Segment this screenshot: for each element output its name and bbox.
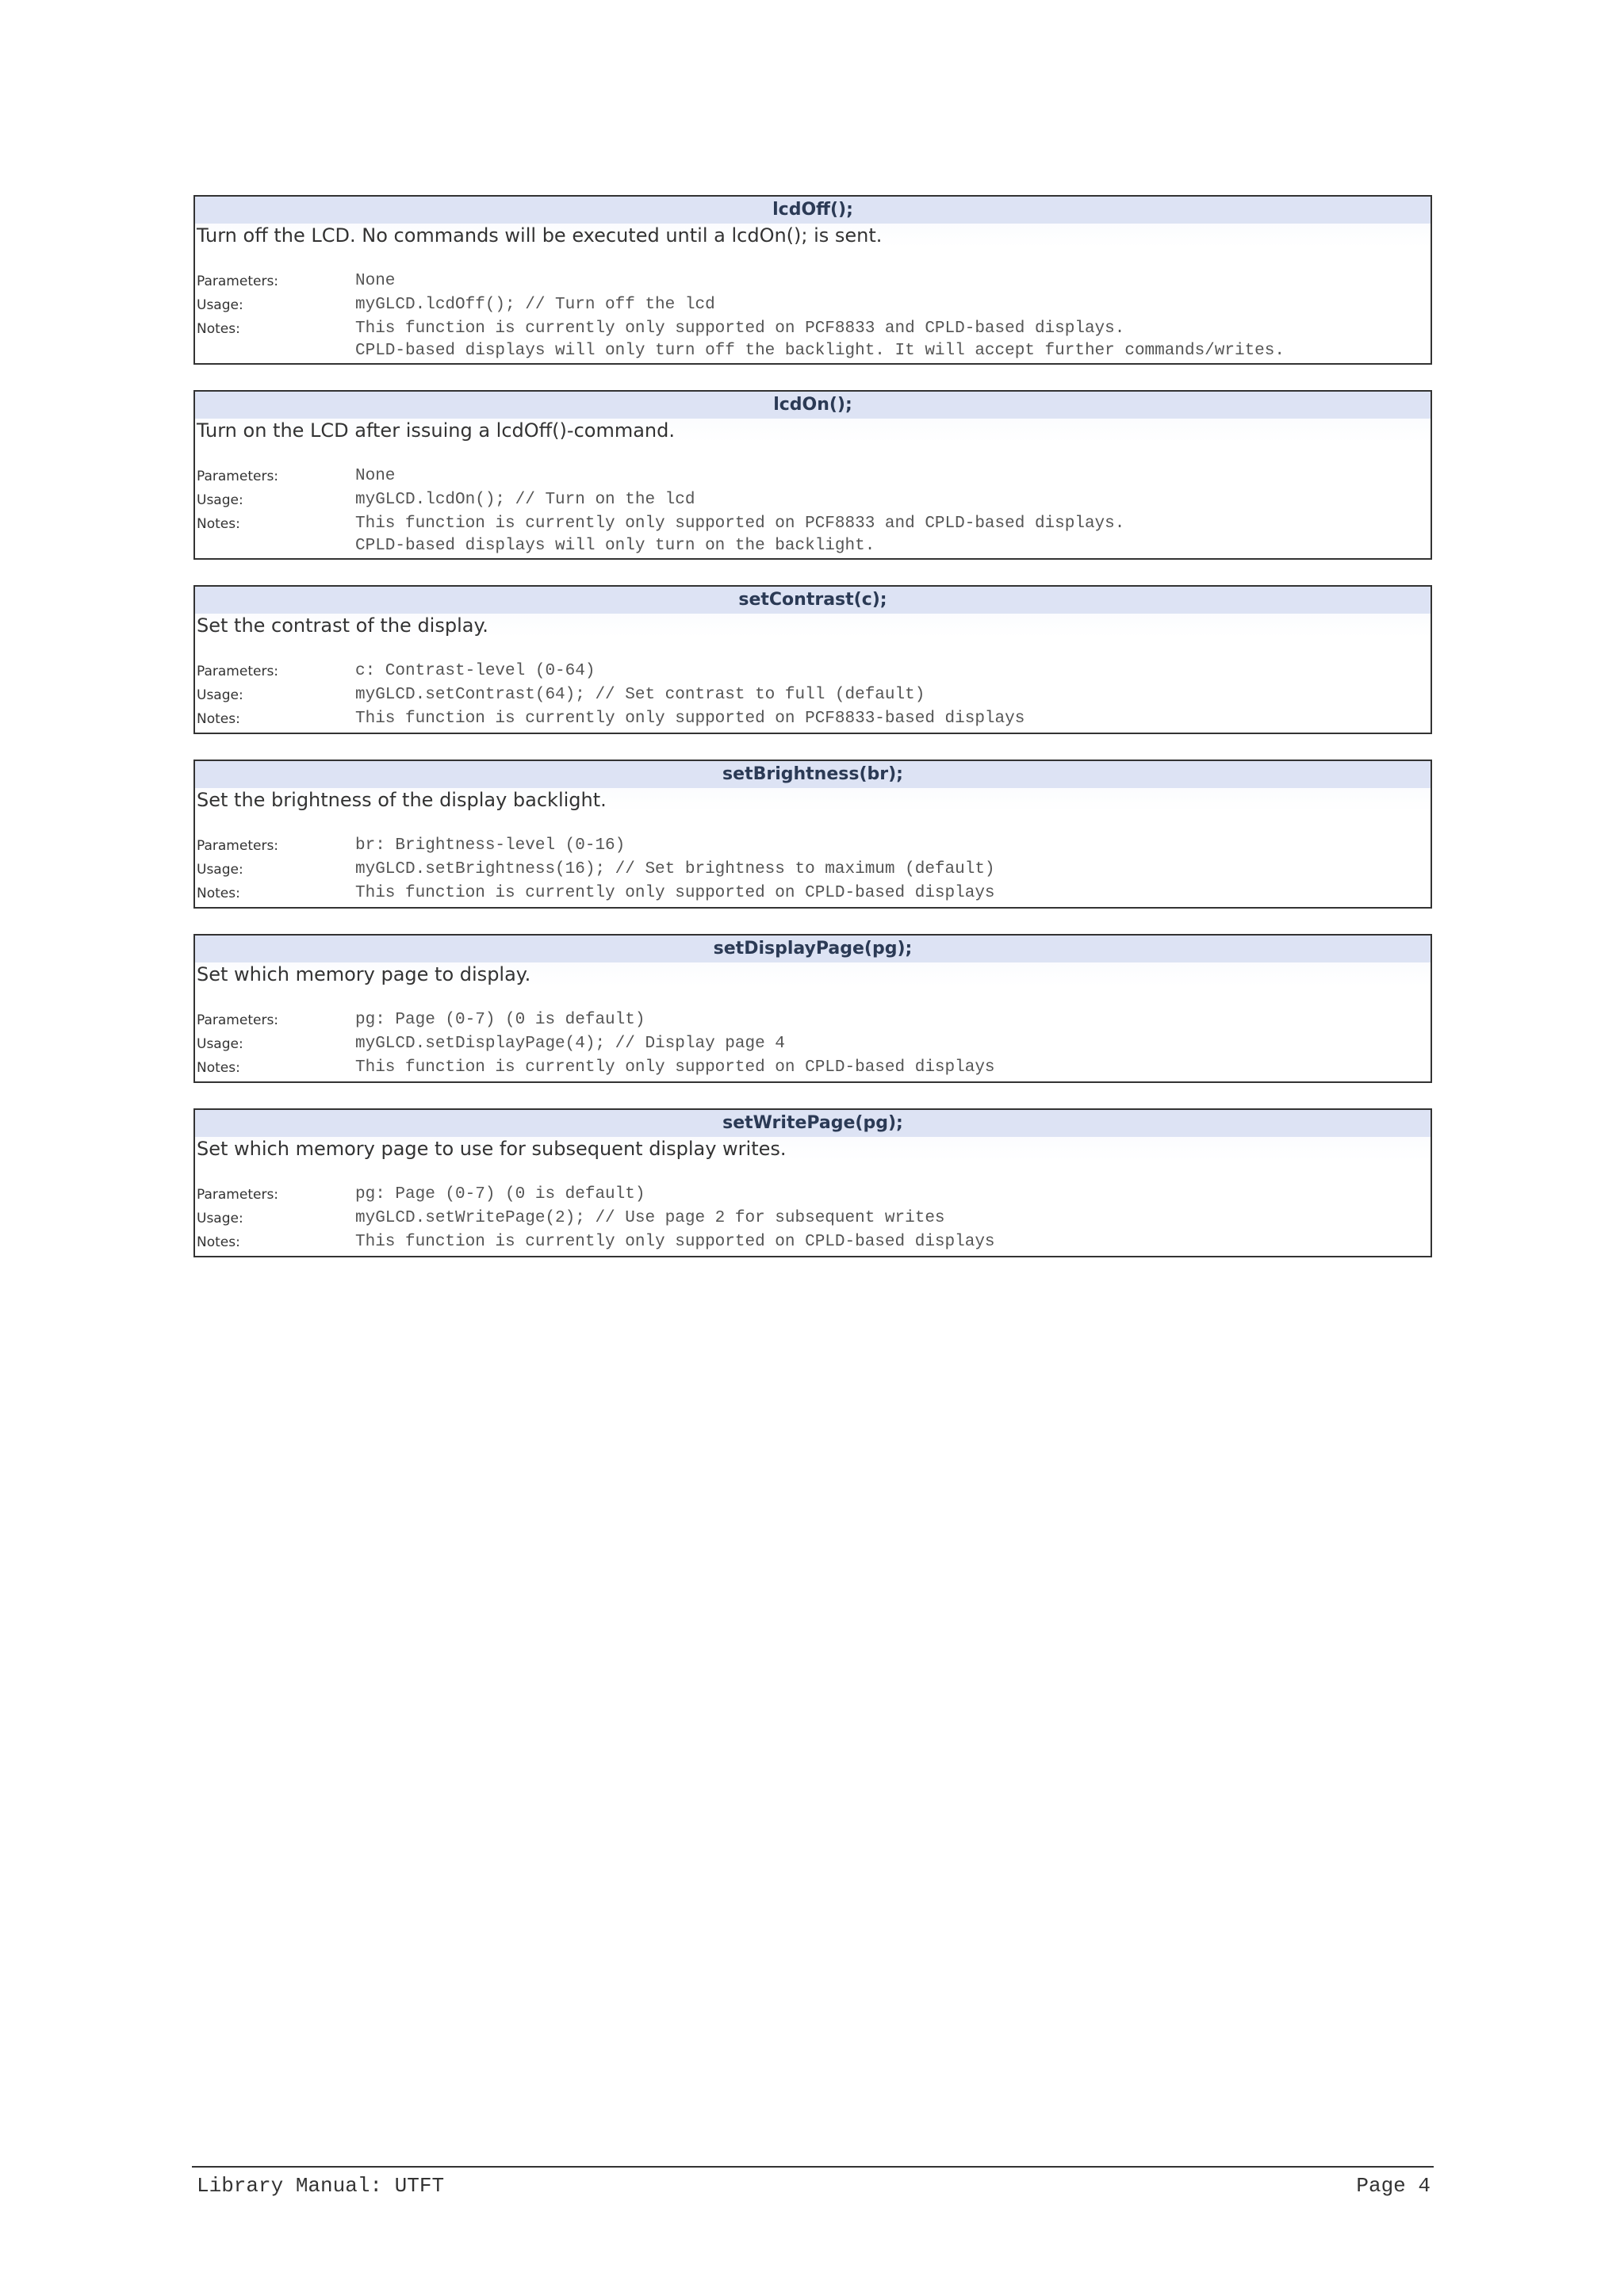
usage-row <box>195 683 1431 707</box>
parameters-label: Parameters: <box>197 664 279 679</box>
parameters-row <box>195 465 1431 488</box>
function-block <box>193 390 1432 560</box>
function-name: setBrightness(br); <box>195 761 1431 788</box>
usage-row <box>195 488 1431 512</box>
notes-label: Notes: <box>197 711 240 727</box>
usage-value: myGLCD.setWritePage(2); // Use page 2 for subsequent writes <box>355 1209 945 1227</box>
notes-row <box>195 1056 1431 1081</box>
usage-value: myGLCD.setBrightness(16); // Set brightness to maximum (default) <box>355 860 995 878</box>
usage-label: Usage: <box>197 862 243 878</box>
notes-line: CPLD-based displays will only turn on the backlight. <box>355 537 875 555</box>
notes-line: This function is currently only supported on PCF8833 and CPLD-based displays. <box>355 515 1125 533</box>
function-description: Set the contrast of the display. <box>195 614 1431 637</box>
spacer <box>195 812 1431 834</box>
usage-value: myGLCD.lcdOn(); // Turn on the lcd <box>355 491 695 509</box>
notes-value <box>355 707 1025 731</box>
spacer <box>195 442 1431 465</box>
function-block <box>193 195 1432 365</box>
function-block <box>193 760 1432 909</box>
parameters-row <box>195 660 1431 683</box>
footer-page-number: Page 4 <box>1356 2174 1431 2198</box>
function-name: setWritePage(pg); <box>195 1110 1431 1137</box>
footer-rule <box>192 2166 1434 2168</box>
notes-value <box>355 512 1124 557</box>
usage-label: Usage: <box>197 492 243 508</box>
usage-label: Usage: <box>197 1211 243 1226</box>
function-name: setDisplayPage(pg); <box>195 936 1431 962</box>
spacer <box>195 637 1431 660</box>
parameters-value: None <box>355 272 396 290</box>
notes-line: This function is currently only supported on CPLD-based displays <box>355 884 995 902</box>
function-block <box>193 585 1432 734</box>
footer-manual-title: Library Manual: UTFT <box>197 2174 445 2198</box>
notes-label: Notes: <box>197 1060 240 1076</box>
parameters-row <box>195 270 1431 293</box>
parameters-value: pg: Page (0-7) (0 is default) <box>355 1011 645 1029</box>
function-block <box>193 934 1432 1083</box>
parameters-row <box>195 834 1431 858</box>
parameters-label: Parameters: <box>197 469 279 484</box>
usage-row <box>195 293 1431 317</box>
notes-label: Notes: <box>197 516 240 532</box>
function-name: setContrast(c); <box>195 587 1431 614</box>
function-name: lcdOff(); <box>195 197 1431 224</box>
parameters-label: Parameters: <box>197 1012 279 1028</box>
spacer <box>195 986 1431 1008</box>
usage-row <box>195 858 1431 882</box>
function-description: Turn on the LCD after issuing a lcdOff()-command. <box>195 419 1431 442</box>
notes-label: Notes: <box>197 321 240 337</box>
function-reference-list <box>193 195 1432 1283</box>
usage-label: Usage: <box>197 297 243 313</box>
function-description: Set which memory page to display. <box>195 962 1431 986</box>
parameters-value: br: Brightness-level (0-16) <box>355 836 626 855</box>
function-block <box>193 1108 1432 1257</box>
parameters-row <box>195 1008 1431 1032</box>
notes-label: Notes: <box>197 1234 240 1250</box>
usage-label: Usage: <box>197 687 243 703</box>
notes-row <box>195 317 1431 363</box>
notes-label: Notes: <box>197 886 240 901</box>
usage-value: myGLCD.lcdOff(); // Turn off the lcd <box>355 296 715 314</box>
parameters-value: None <box>355 467 396 485</box>
notes-row <box>195 1230 1431 1256</box>
notes-line: This function is currently only supported on PCF8833-based displays <box>355 710 1025 728</box>
spacer <box>195 1161 1431 1183</box>
usage-value: myGLCD.setContrast(64); // Set contrast to full (default) <box>355 686 925 704</box>
usage-label: Usage: <box>197 1036 243 1052</box>
notes-value <box>355 882 995 905</box>
parameters-value: pg: Page (0-7) (0 is default) <box>355 1185 645 1203</box>
function-description: Set the brightness of the display backlight. <box>195 788 1431 812</box>
function-description: Set which memory page to use for subsequent display writes. <box>195 1137 1431 1161</box>
parameters-label: Parameters: <box>197 274 279 289</box>
function-name: lcdOn(); <box>195 392 1431 419</box>
notes-line: This function is currently only supported on CPLD-based displays <box>355 1233 995 1251</box>
notes-value <box>355 317 1285 362</box>
usage-value: myGLCD.setDisplayPage(4); // Display page 4 <box>355 1035 785 1053</box>
notes-row <box>195 707 1431 733</box>
parameters-row <box>195 1183 1431 1207</box>
parameters-label: Parameters: <box>197 838 279 854</box>
notes-value <box>355 1056 995 1080</box>
notes-line: CPLD-based displays will only turn off the backlight. It will accept further commands/writes. <box>355 342 1285 360</box>
parameters-value: c: Contrast-level (0-64) <box>355 662 596 680</box>
notes-row <box>195 512 1431 558</box>
usage-row <box>195 1032 1431 1056</box>
function-description: Turn off the LCD. No commands will be executed until a lcdOn(); is sent. <box>195 224 1431 247</box>
notes-line: This function is currently only supported on PCF8833 and CPLD-based displays. <box>355 320 1125 338</box>
spacer <box>195 247 1431 270</box>
notes-value <box>355 1230 995 1254</box>
notes-row <box>195 882 1431 907</box>
usage-row <box>195 1207 1431 1230</box>
notes-line: This function is currently only supported on CPLD-based displays <box>355 1058 995 1077</box>
parameters-label: Parameters: <box>197 1187 279 1203</box>
